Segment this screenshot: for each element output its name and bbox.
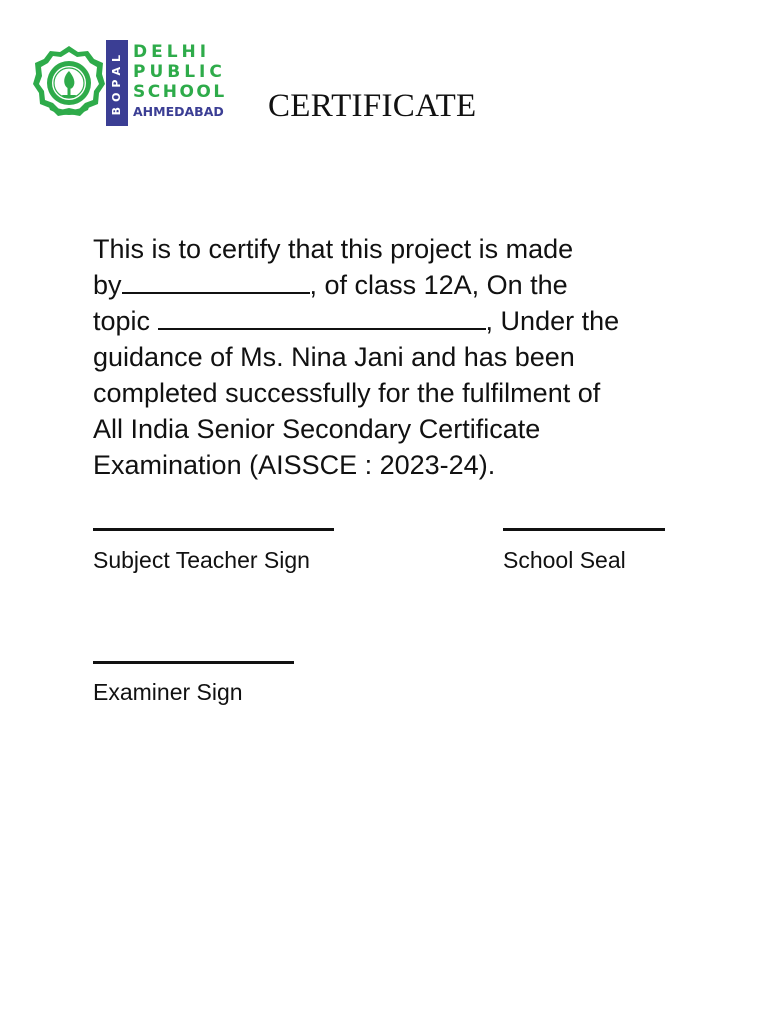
certificate-body [93,231,693,483]
body-line-2 [93,267,693,303]
body-line-6: All India Senior Secondary Certificate [93,414,541,444]
school-seal-label: School Seal [503,547,626,573]
student-name-blank [122,272,310,294]
body-line-3 [93,303,693,339]
school-name [133,42,243,120]
school-crest-icon [32,44,106,122]
bopal-side-banner [106,40,128,126]
school-city: AHMEDABAD [133,104,224,119]
body-line-3-prefix: topic [93,306,158,336]
examiner-sign-label: Examiner Sign [93,679,243,705]
school-logo [32,38,232,130]
school-name-line-1: DELHI [133,42,211,62]
body-line-4: guidance of Ms. Nina Jani and has been [93,342,575,372]
body-line-1: This is to certify that this project is made [93,234,574,264]
subject-teacher-sign-label: Subject Teacher Sign [93,547,310,573]
body-line-7: Examination (AISSCE : 2023-24). [93,450,496,480]
body-line-5: completed successfully for the fulfilment of [93,378,601,408]
school-seal-line [503,528,665,531]
bopal-side-text: BOPAL [110,50,123,116]
body-line-2-suffix: , of class 12A, On the [309,270,568,300]
school-name-line-3: SCHOOL [133,82,227,102]
body-line-3-suffix: , Under the [485,306,620,336]
school-name-line-2: PUBLIC [133,62,226,82]
body-line-2-prefix: by [93,270,122,300]
project-topic-blank [158,308,486,330]
certificate-title: CERTIFICATE [268,88,477,124]
examiner-sign-line [93,661,294,664]
subject-teacher-sign-line [93,528,334,531]
